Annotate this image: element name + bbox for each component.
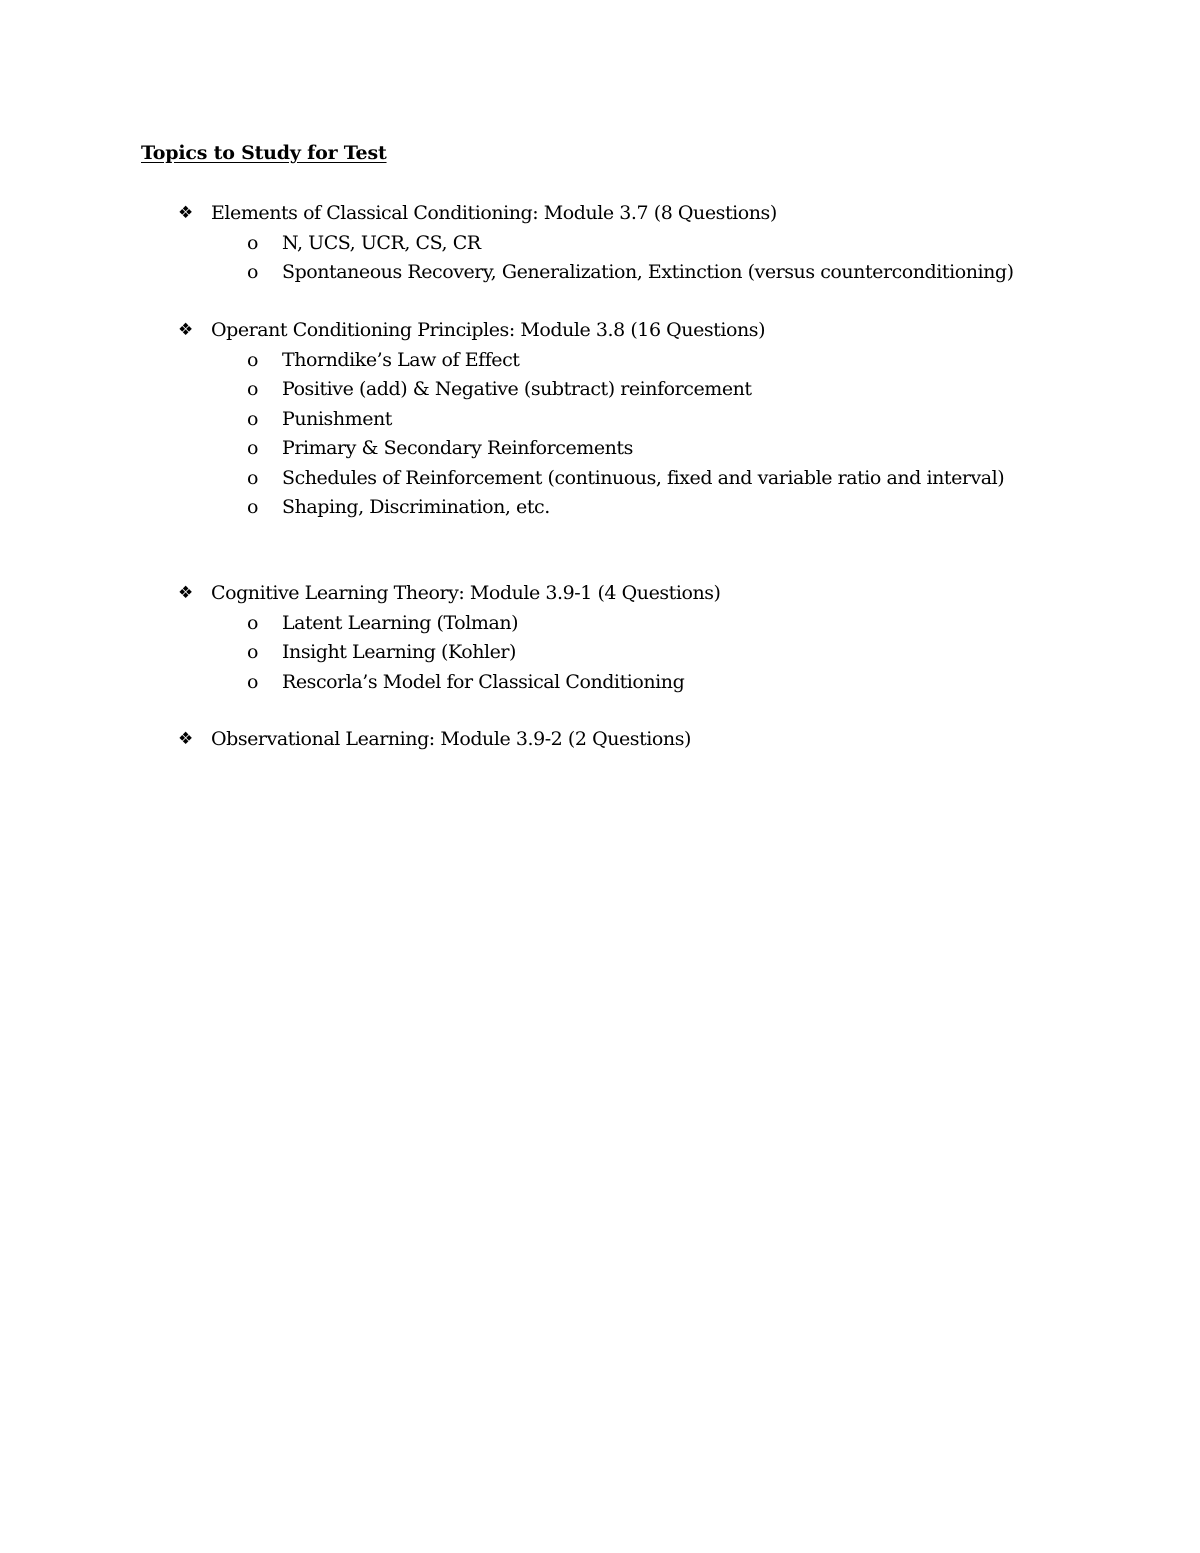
list-item-text: Spontaneous Recovery, Generalization, Extinction (versus counterconditioning): [282, 261, 1014, 283]
circle-bullet-icon: o: [247, 641, 259, 663]
diamond-bullet-icon: ❖: [178, 583, 194, 603]
diamond-bullet-icon: ❖: [178, 729, 194, 749]
circle-bullet-icon: o: [247, 670, 259, 693]
circle-bullet-icon: o: [247, 231, 259, 254]
list-item: [0, 405, 1200, 435]
diamond-bullet-icon: ❖: [178, 203, 194, 223]
list-item-text: Punishment: [282, 407, 392, 430]
list-item-text: Rescorla’s Model for Classical Conditioning: [282, 670, 685, 693]
list-item-text: N, UCS, UCR, CS, CR: [282, 231, 481, 254]
list-item: [0, 464, 1200, 494]
circle-bullet-icon: o: [247, 611, 259, 634]
list-item: [0, 638, 1200, 668]
circle-bullet-icon: o: [247, 407, 259, 430]
topic-label: Operant Conditioning Principles: Module 3.8 (16 Questions): [211, 319, 766, 341]
circle-bullet-icon: o: [247, 466, 259, 489]
list-item-text: Shaping, Discrimination, etc.: [282, 496, 550, 518]
circle-bullet-icon: o: [247, 437, 259, 459]
list-item: [0, 346, 1200, 376]
topic-heading: [0, 199, 1200, 229]
topic-label: Elements of Classical Conditioning: Module 3.7 (8 Questions): [211, 202, 777, 224]
circle-bullet-icon: o: [247, 496, 259, 518]
list-item: [0, 668, 1200, 698]
topic-section: [0, 199, 1200, 288]
circle-bullet-icon: o: [247, 261, 259, 283]
list-item-text: Schedules of Reinforcement (continuous, fixed and variable ratio and interval): [282, 466, 1005, 489]
topic-label: Observational Learning: Module 3.9-2 (2 Questions): [211, 728, 691, 750]
list-item-text: Latent Learning (Tolman): [282, 611, 519, 634]
topic-heading: [0, 725, 1200, 755]
list-item: [0, 609, 1200, 639]
list-item: [0, 229, 1200, 259]
list-item: [0, 493, 1200, 523]
list-item-text: Insight Learning (Kohler): [282, 641, 517, 663]
topic-heading: [0, 316, 1200, 346]
topic-section: [0, 725, 1200, 755]
list-item-text: Positive (add) & Negative (subtract) reinforcement: [282, 378, 752, 400]
list-item-text: Thorndike’s Law of Effect: [282, 348, 520, 371]
list-item-text: Primary & Secondary Reinforcements: [282, 437, 633, 459]
diamond-bullet-icon: ❖: [178, 320, 194, 340]
topic-section: [0, 316, 1200, 523]
list-item: [0, 434, 1200, 464]
circle-bullet-icon: o: [247, 348, 259, 371]
document-title: Topics to Study for Test: [141, 142, 387, 164]
list-item: [0, 258, 1200, 288]
topic-heading: [0, 579, 1200, 609]
topic-label: Cognitive Learning Theory: Module 3.9-1 (4 Questions): [211, 582, 721, 604]
circle-bullet-icon: o: [247, 378, 259, 400]
list-item: [0, 375, 1200, 405]
topic-section: [0, 579, 1200, 697]
